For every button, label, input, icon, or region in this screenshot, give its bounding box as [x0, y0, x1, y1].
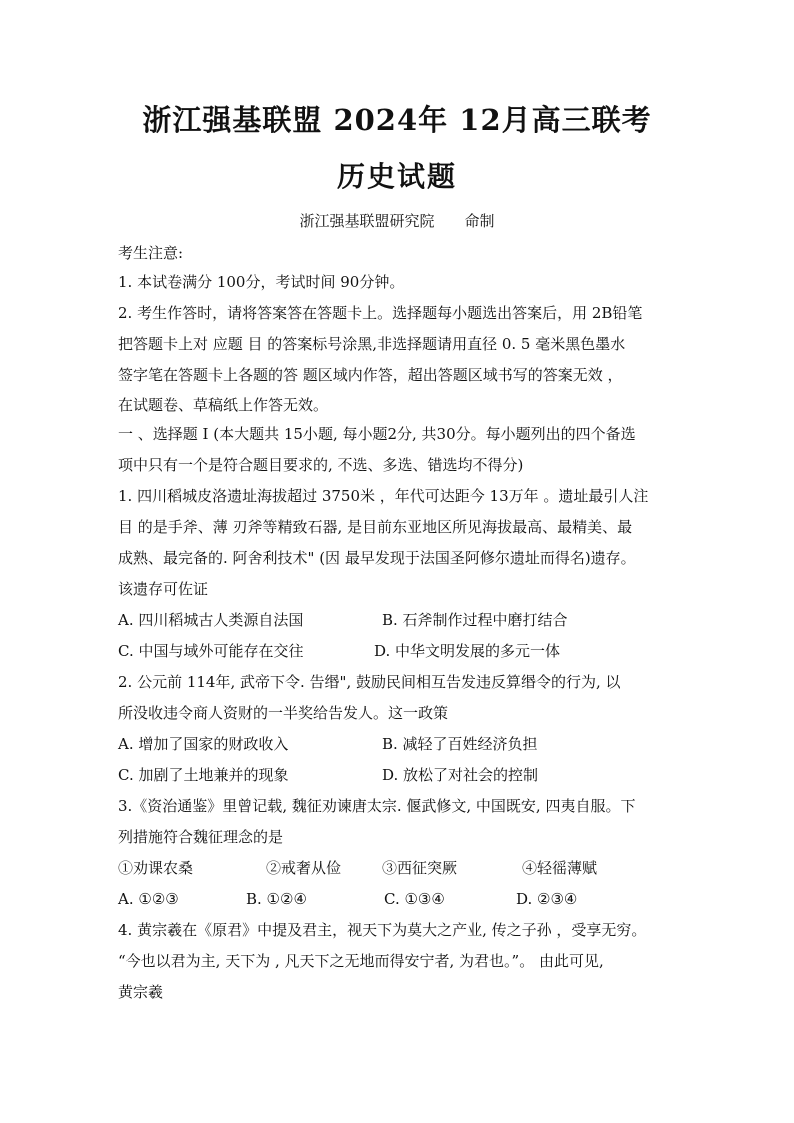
- question-3-item-2: ②戒奢从俭: [266, 859, 342, 877]
- question-2-option-b: B. 减轻了百姓经济负担: [382, 735, 538, 753]
- question-2-options-row: [118, 760, 688, 791]
- notice-line: 1. 本试卷满分 100分，考试时间 90分钟。: [118, 273, 405, 291]
- question-1-option-a: A. 四川稻城古人类源自法国: [118, 611, 304, 629]
- question-1-options-row: [118, 636, 688, 667]
- question-3-items-row: [118, 853, 688, 884]
- section-heading: 一 、选择题 Ⅰ (本大题共 15小题, 每小题2分, 共30分。每小题列出的四个备选: [118, 425, 636, 443]
- author-suffix: 命制: [464, 212, 495, 230]
- question-3-option-b: B. ①②④: [246, 890, 307, 908]
- question-3-stem: 3.《资治通鉴》里曾记载, 魏征劝谏唐太宗. 偃武修文, 中国既安, 四夷自服。下: [118, 797, 636, 815]
- question-2-stem: 所没收违令商人资财的一半奖给告发人。这一政策: [118, 704, 449, 722]
- notice-line: 在试题卷、草稿纸上作答无效。: [118, 396, 329, 414]
- question-3-stem: 列措施符合魏征理念的是: [118, 828, 284, 846]
- notice-line: 2. 考生作答时，请将答案答在答题卡上。选择题每小题选出答案后，用 2B铅笔: [118, 304, 643, 322]
- question-2-option-a: A. 增加了国家的财政收入: [118, 735, 289, 753]
- question-3-option-a: A. ①②③: [118, 890, 179, 908]
- question-1-stem: 成熟、最完备的. 阿舍利技术" (因 最早发现于法国圣阿修尔遗址而得名)遗存。: [118, 549, 636, 567]
- question-1-option-c: C. 中国与域外可能存在交往: [118, 642, 304, 660]
- question-3-item-4: ④轻徭薄赋: [522, 859, 598, 877]
- question-1-options-row: [118, 605, 688, 636]
- subject-title: 历史试题: [336, 160, 457, 193]
- question-4-stem: 4. 黄宗羲在《原君》中提及君主，视天下为莫大之产业, 传之子孙 ，受享无穷。: [118, 921, 647, 939]
- question-1-stem: 1. 四川稻城皮洛遗址海拔超过 3750米 ，年代可达距今 13万年 。遗址最引人注: [118, 487, 649, 505]
- question-2-stem: 2. 公元前 114年, 武帝下令. 告缗", 鼓励民间相互告发违反算缗令的行为, 以: [118, 673, 621, 691]
- section-instructions: 项中只有一个是符合题目要求的, 不选、多选、错选均不得分): [118, 456, 524, 474]
- exam-title: 浙江强基联盟 2024年 12月高三联考: [142, 103, 652, 137]
- question-1-option-b: B. 石斧制作过程中磨打结合: [382, 611, 568, 629]
- question-2-option-d: D. 放松了对社会的控制: [382, 766, 539, 784]
- notice-line: 签字笔在答题卡上各题的答 题区域内作答，超出答题区域书写的答案无效 ，: [118, 366, 623, 384]
- question-3-options-row: [118, 884, 688, 915]
- question-1-stem: 目 的是手斧、薄 刃斧等精致石器, 是目前东亚地区所见海拔最高、最精美、最: [118, 518, 633, 536]
- question-2-option-c: C. 加剧了土地兼并的现象: [118, 766, 289, 784]
- notice-heading: 考生注意:: [118, 244, 184, 262]
- question-3-option-c: C. ①③④: [384, 890, 445, 908]
- question-4-stem: “今也以君为主, 天下为 , 凡天下之无地而得安宁者, 为君也。”。 由此可见,: [118, 952, 604, 970]
- notice-line: 把答题卡上对 应题 目 的答案标号涂黑,非选择题请用直径 0. 5 毫米黑色墨水: [118, 335, 626, 353]
- question-4-stem: 黄宗羲: [118, 983, 164, 1001]
- question-1-option-d: D. 中华文明发展的多元一体: [374, 642, 561, 660]
- question-3-item-1: ①劝课农桑: [118, 859, 194, 877]
- exam-body: [118, 239, 688, 1008]
- question-3-item-3: ③西征突厥: [382, 859, 458, 877]
- author-line: [0, 210, 794, 231]
- question-1-stem: 该遗存可佐证: [118, 580, 209, 598]
- question-3-option-d: D. ②③④: [516, 890, 578, 908]
- author-name: 浙江强基联盟研究院: [299, 212, 435, 230]
- question-2-options-row: [118, 729, 688, 760]
